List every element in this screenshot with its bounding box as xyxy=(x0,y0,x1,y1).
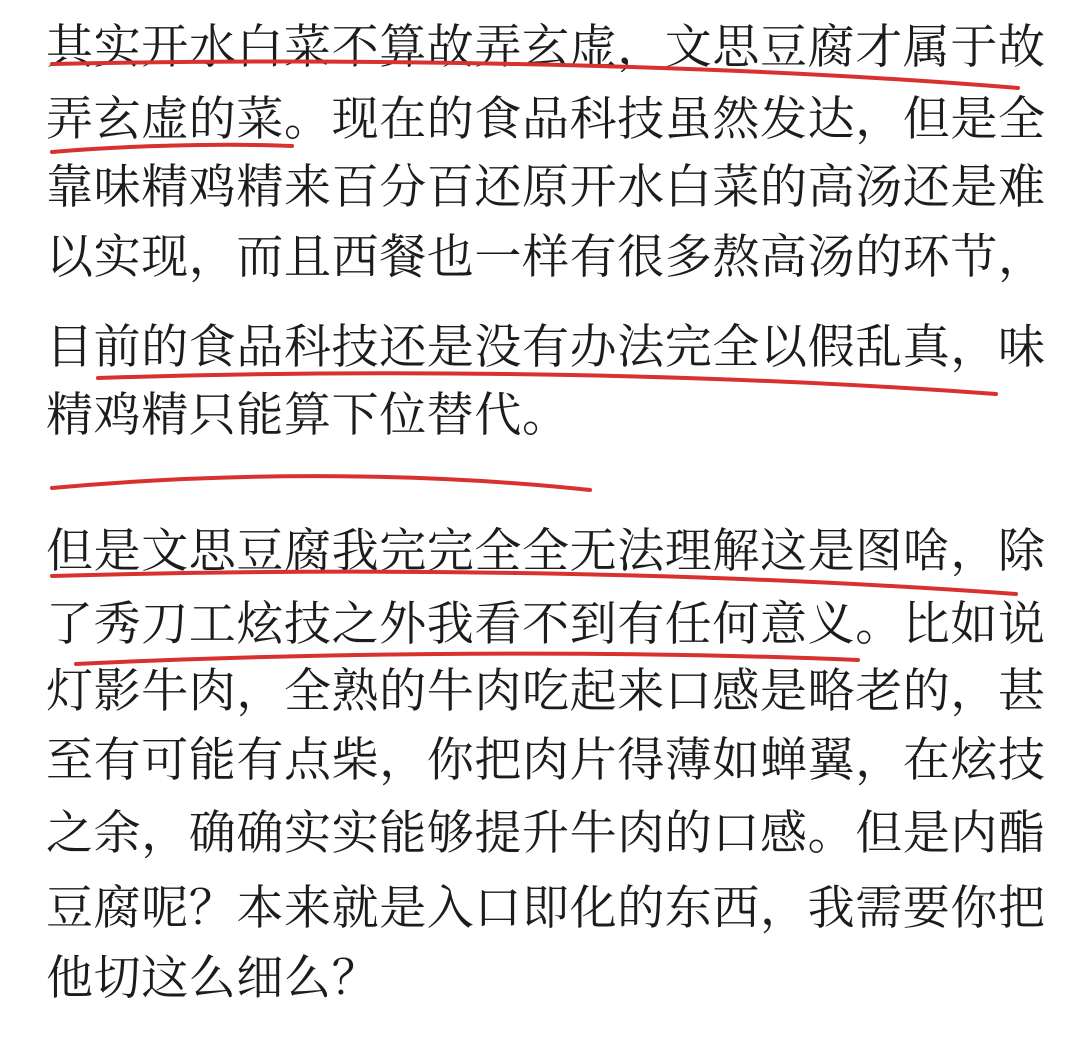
text-line: 了秀刀工炫技之外我看不到有任何意义。比如说 xyxy=(46,597,1046,652)
text-line: 其实开水白菜不算故弄玄虚，文思豆腐才属于故 xyxy=(46,20,1046,75)
text-line: 豆腐呢？本来就是入口即化的东西，我需要你把 xyxy=(46,881,1046,936)
text-line: 但是文思豆腐我完完全全无法理解这是图啥，除 xyxy=(46,524,1046,579)
text-line: 至有可能有点柴，你把肉片得薄如蝉翼，在炫技 xyxy=(46,733,1046,788)
underline-stroke xyxy=(76,654,858,664)
text-line: 精鸡精只能算下位替代。 xyxy=(46,388,570,443)
underline-stroke xyxy=(52,476,590,490)
text-line: 他切这么细么？ xyxy=(46,951,380,1006)
text-line: 以实现，而且西餐也一样有很多熬高汤的环节， xyxy=(46,230,1046,285)
text-line: 之余，确确实实能够提升牛肉的口感。但是内酯 xyxy=(46,806,1046,861)
text-line: 弄玄虚的菜。现在的食品科技虽然发达，但是全 xyxy=(46,92,1046,147)
text-line: 目前的食品科技还是没有办法完全以假乱真，味 xyxy=(46,320,1046,375)
text-line: 灯影牛肉，全熟的牛肉吃起来口感是略老的，甚 xyxy=(46,664,1046,719)
text-line: 靠味精鸡精来百分百还原开水白菜的高汤还是难 xyxy=(46,160,1046,215)
